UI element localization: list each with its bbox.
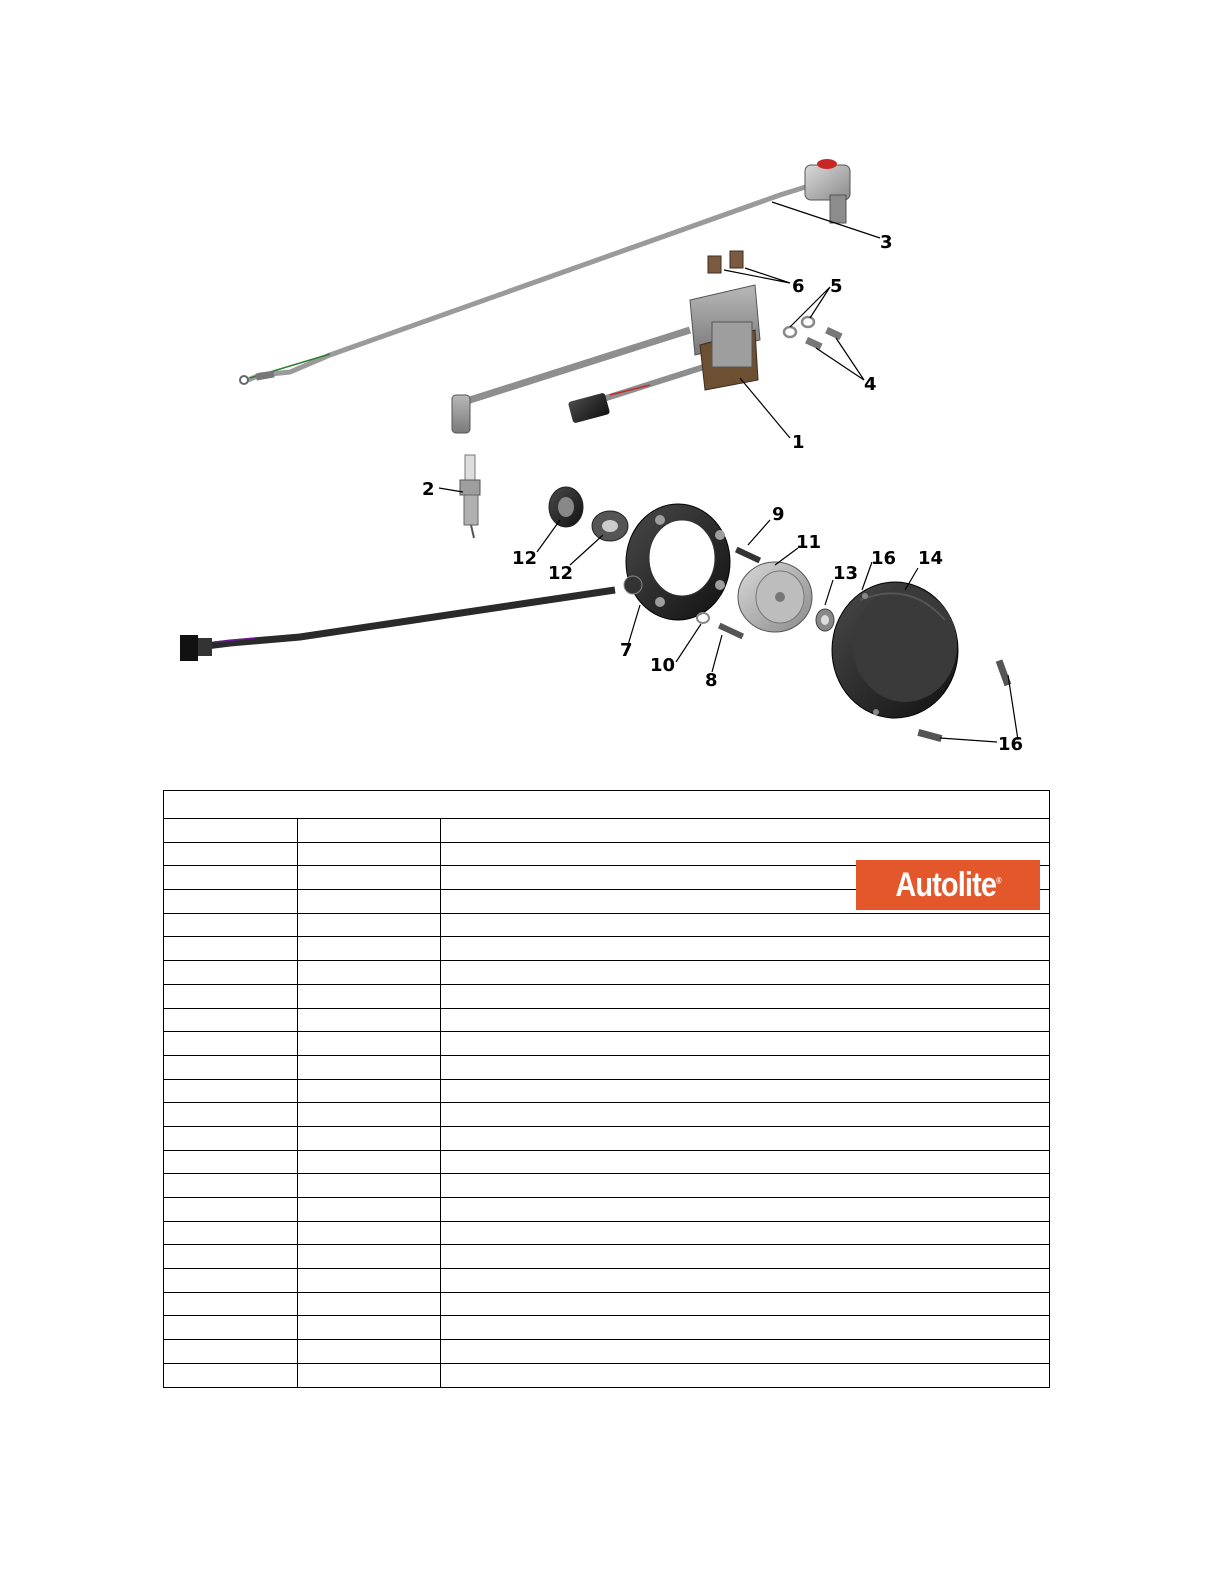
callout-8: 8 — [705, 670, 718, 691]
callout-12-seal: 12 — [512, 548, 538, 569]
table-cell — [298, 984, 441, 1008]
table-cell — [298, 819, 441, 843]
table-cell — [441, 819, 1050, 843]
callout-2: 2 — [422, 479, 435, 500]
callout-16-top: 16 — [871, 548, 897, 569]
table-cell — [164, 842, 298, 866]
flywheel-nut — [816, 609, 834, 631]
table-cell — [441, 1008, 1050, 1032]
table-row — [164, 984, 1050, 1008]
table-cell — [441, 984, 1050, 1008]
table-row — [164, 1055, 1050, 1079]
table-row — [164, 1150, 1050, 1174]
table-cell — [441, 961, 1050, 985]
table-cell — [441, 1103, 1050, 1127]
table-cell — [298, 842, 441, 866]
table-cell — [441, 1340, 1050, 1364]
callout-16-bottom: 16 — [998, 734, 1024, 755]
table-cell — [164, 984, 298, 1008]
table-cell — [298, 1008, 441, 1032]
table-cell — [298, 890, 441, 914]
table-row — [164, 1079, 1050, 1103]
table-cell — [164, 1055, 298, 1079]
table-cell — [164, 1245, 298, 1269]
table-cell — [298, 937, 441, 961]
table-cell — [164, 866, 298, 890]
callout-13: 13 — [833, 563, 859, 584]
stator-and-harness — [180, 504, 730, 661]
table-cell — [298, 1103, 441, 1127]
autolite-logo-text: Autolite® — [895, 865, 1001, 904]
table-cell — [164, 937, 298, 961]
table-cell — [298, 1174, 441, 1198]
table-row — [164, 1316, 1050, 1340]
table-row — [164, 1174, 1050, 1198]
table-cell — [164, 913, 298, 937]
table-cell — [441, 1292, 1050, 1316]
flywheel-cover — [832, 582, 958, 718]
table-cell — [164, 1221, 298, 1245]
spacer-rings — [549, 487, 628, 541]
table-row — [164, 1032, 1050, 1056]
callout-14: 14 — [918, 548, 944, 569]
callout-3: 3 — [880, 232, 893, 253]
table-cell — [298, 1150, 441, 1174]
table-cell — [298, 1292, 441, 1316]
table-cell — [298, 1363, 441, 1387]
table-row — [164, 913, 1050, 937]
table-cell — [441, 913, 1050, 937]
table-cell — [164, 1008, 298, 1032]
table-cell — [441, 1150, 1050, 1174]
table-row — [164, 937, 1050, 961]
table-cell — [441, 1269, 1050, 1293]
table-cell — [164, 1174, 298, 1198]
table-row — [164, 961, 1050, 985]
table-cell — [441, 1032, 1050, 1056]
table-cell — [164, 1150, 298, 1174]
table-cell — [298, 1245, 441, 1269]
callout-1: 1 — [792, 432, 805, 453]
table-cell — [298, 1221, 441, 1245]
callout-7: 7 — [620, 640, 633, 661]
table-cell — [164, 1269, 298, 1293]
table-title-row — [164, 791, 1050, 819]
table-row — [164, 1008, 1050, 1032]
table-row — [164, 1221, 1050, 1245]
table-cell — [298, 1126, 441, 1150]
table-cell — [164, 819, 298, 843]
table-cell — [441, 937, 1050, 961]
table-cell — [164, 1198, 298, 1222]
table-row — [164, 1292, 1050, 1316]
flywheel — [738, 562, 812, 632]
table-cell — [164, 1079, 298, 1103]
table-cell — [298, 1032, 441, 1056]
table-cell — [441, 1198, 1050, 1222]
callout-6: 6 — [792, 276, 805, 297]
table-title-cell — [164, 791, 1050, 819]
callout-5: 5 — [830, 276, 843, 297]
autolite-logo — [856, 860, 1040, 910]
exploded-parts-diagram — [0, 0, 1224, 780]
table-row — [164, 1245, 1050, 1269]
table-cell — [441, 1316, 1050, 1340]
table-cell — [164, 1126, 298, 1150]
table-cell — [164, 1103, 298, 1127]
table-row — [164, 1198, 1050, 1222]
callout-4: 4 — [864, 374, 877, 395]
table-cell — [441, 1126, 1050, 1150]
table-cell — [441, 1079, 1050, 1103]
table-cell — [164, 1316, 298, 1340]
table-cell — [298, 1079, 441, 1103]
callout-10: 10 — [650, 655, 676, 676]
table-cell — [298, 1340, 441, 1364]
table-row — [164, 819, 1050, 843]
table-cell — [164, 890, 298, 914]
kill-switch-assembly — [240, 159, 850, 384]
table-cell — [441, 1245, 1050, 1269]
table-cell — [298, 1269, 441, 1293]
callout-11: 11 — [796, 532, 822, 553]
table-cell — [298, 961, 441, 985]
table-cell — [298, 1316, 441, 1340]
table-row — [164, 1269, 1050, 1293]
table-row — [164, 1126, 1050, 1150]
callout-9: 9 — [772, 504, 785, 525]
table-cell — [164, 1032, 298, 1056]
washers-and-bolts — [784, 317, 843, 350]
table-cell — [164, 961, 298, 985]
table-cell — [441, 1363, 1050, 1387]
table-cell — [298, 1055, 441, 1079]
table-row — [164, 1103, 1050, 1127]
table-cell — [298, 1198, 441, 1222]
table-cell — [441, 1055, 1050, 1079]
table-cell — [164, 1363, 298, 1387]
table-cell — [298, 913, 441, 937]
ignition-coil — [452, 285, 760, 433]
table-cell — [164, 1292, 298, 1316]
table-row — [164, 1363, 1050, 1387]
table-cell — [441, 1221, 1050, 1245]
table-cell — [164, 1340, 298, 1364]
callout-12-washer: 12 — [548, 563, 574, 584]
table-cell — [441, 1174, 1050, 1198]
table-row — [164, 1340, 1050, 1364]
spark-plug — [460, 455, 480, 538]
table-cell — [298, 866, 441, 890]
